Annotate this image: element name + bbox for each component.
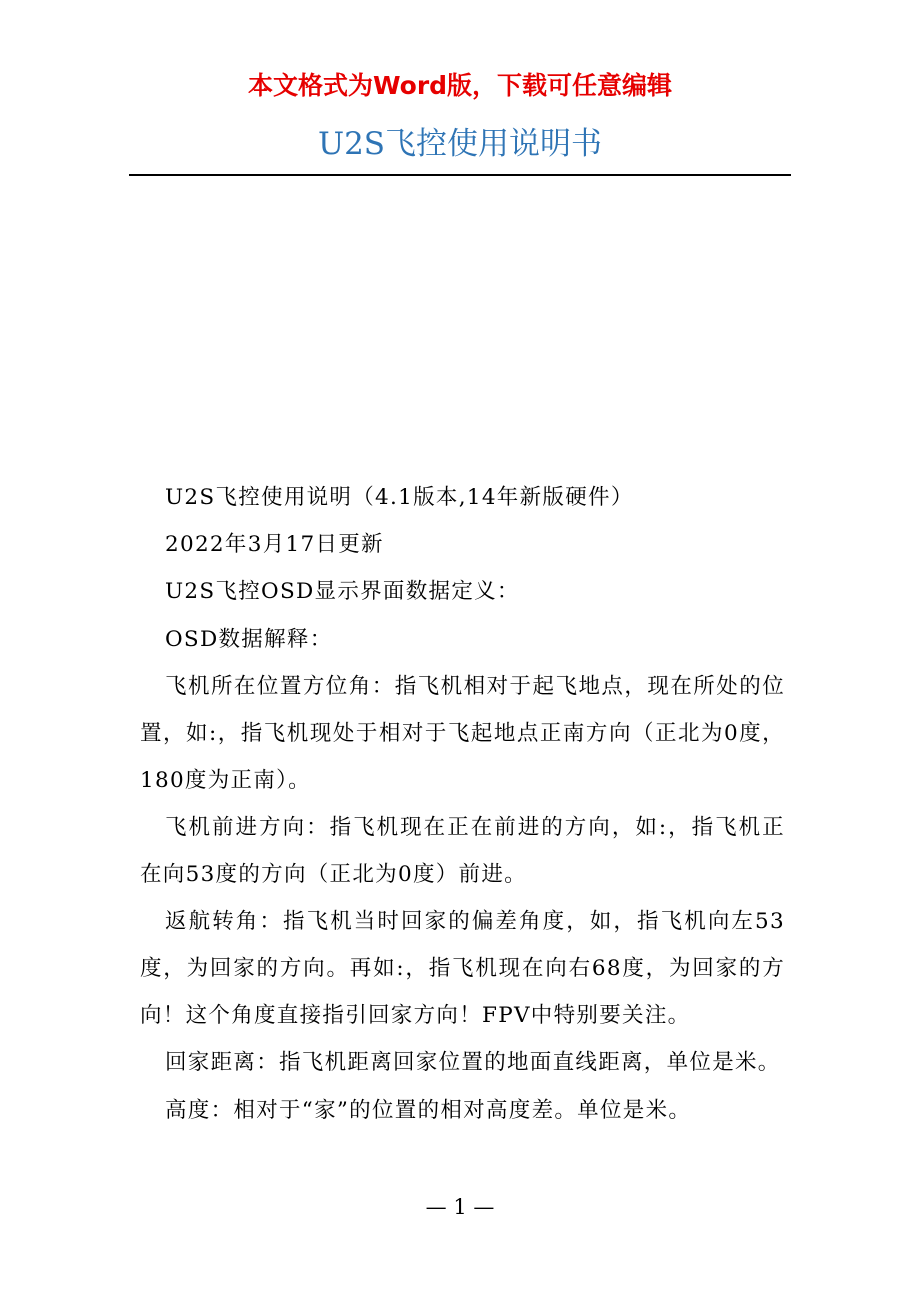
paragraph-heading: 飞机前进方向：指飞机现在正在前进的方向，如:，指飞机正在向53度的方向（正北为0度）前进。 [140,814,785,887]
download-banner: 本文格式为Word版，下载可任意编辑 [247,71,673,100]
paragraph-version: U2S飞控使用说明（4.1版本,14年新版硬件） [165,485,634,510]
paragraph-altitude: 高度：相对于“家”的位置的相对高度差。单位是米。 [165,1097,692,1123]
header-divider [129,174,791,176]
paragraph-update-date: 2022年3月17日更新 [165,532,384,558]
paragraph-home-distance: 回家距离：指飞机距离回家位置的地面直线距离，单位是米。 [165,1050,781,1076]
paragraph-osd-explanation: OSD数据解释： [165,626,333,652]
document-body [140,474,785,1134]
document-title: U2S飞控使用说明书 [317,126,603,162]
paragraph-osd-definition: U2S飞控OSD显示界面数据定义： [165,579,520,605]
page-number: — 1 — [425,1195,495,1219]
paragraph-position-azimuth: 飞机所在位置方位角：指飞机相对于起飞地点，现在所处的位置，如:，指飞机现处于相对于飞起地点正南方向（正北为0度，180度为正南）。 [140,673,785,793]
paragraph-return-angle: 返航转角：指飞机当时回家的偏差角度，如，指飞机向左53度，为回家的方向。再如:，指飞机现在向右68度，为回家的方向！这个角度直接指引回家方向！FPV中特别要关注。 [140,909,785,1029]
